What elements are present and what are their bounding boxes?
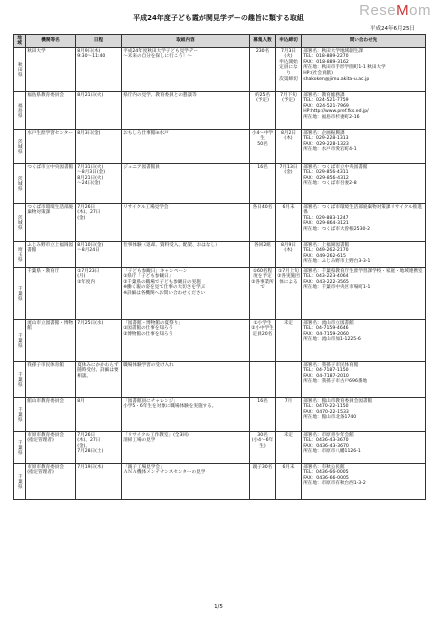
cell-schedule: 8月3日(金) (76, 130, 122, 164)
cell-deadline: 7月下旬 (予定) (276, 92, 302, 130)
events-table (13, 34, 426, 500)
cell-capacity: 16名 (250, 164, 276, 204)
cell-capacity: 約25名 (予定) (250, 92, 276, 130)
cell-content: 県庁内の見学、教育委員との懇談等 (122, 92, 250, 130)
cell-region: 茨城県 (14, 204, 26, 242)
cell-organization: 館山市教育委員会 (26, 398, 76, 432)
cell-content: 職場体験学習の受け入れ (122, 362, 250, 398)
cell-capacity: 230名 (250, 48, 276, 92)
cell-deadline: 8月2日 (木) (276, 130, 302, 164)
cell-contact: 部署名：市原青少年会館 TEL：0436-43-3670 FAX：0436-43-3670 所在地：市原市八幡1126-1 (302, 432, 426, 464)
cell-organization: 千葉県・教育庁 (26, 268, 76, 320)
cell-region: 埼玉県 (14, 242, 26, 268)
table-row (14, 398, 426, 432)
header-region: 地域 (14, 35, 26, 48)
cell-deadline (276, 362, 302, 398)
cell-region: 千葉県 (14, 362, 26, 398)
cell-content: 仕事体験（返却、資料受入、配架、おはなし） (122, 242, 250, 268)
page-number: 1/5 (214, 604, 223, 610)
cell-deadline: 7月13日 (金) (276, 164, 302, 204)
cell-deadline: 未定 (276, 320, 302, 362)
cell-region: 千葉県 (14, 432, 26, 464)
cell-region: 茨城県 (14, 130, 26, 164)
cell-deadline: ①7月上旬 ②各実施団体による (276, 268, 302, 320)
cell-content: ジュニア図書館員 (122, 164, 250, 204)
cell-contact: 部署名：教育総務課 TEL：024-521-7759 FAX：024-521-7969 HP:http://www.pref.fks.ed.jp/ 所在地：福島市杉妻町2-16 (302, 92, 426, 130)
header-content: 取組内容 (122, 35, 250, 48)
cell-region: 茨城県 (14, 164, 26, 204)
table-header-row (14, 35, 426, 48)
cell-content: 平成24年度秋田大学子ども見学デー ～未来の自分を探しに行こう！～ (122, 48, 250, 92)
cell-content: リサイクル工場見学会 (122, 204, 250, 242)
table-row (14, 242, 426, 268)
document-title: 平成24年度子ども霞が関見学デーの趣旨に類する取組 (133, 14, 304, 22)
document-date: 平成24年6月25日 (370, 26, 415, 32)
cell-content: 「図書館・博物館の夏祭り」 ①図書館の仕事を知ろう ②博物館の仕事を知ろう (122, 320, 250, 362)
cell-contact: 部署名：千葉県教育庁生涯学習課学校・家庭・地域連携室 TEL：043-223-4064 FAX：043-222-3565 所在地：千葉市中央区市場町1-1 (302, 268, 426, 320)
table-row (14, 130, 426, 164)
table-row (14, 362, 426, 398)
header-schedule: 日程 (76, 35, 122, 48)
cell-capacity: ①60名程度を予定 ②各事業所で (250, 268, 276, 320)
cell-region: 千葉県 (14, 398, 26, 432)
cell-content: 「親子工場見学会」 ＡＮＡ機体メンテナンスセンターの見学 (122, 464, 250, 500)
cell-content: 「図書館員にチャレンジ」 小学5・6年生を対象に職場体験を実施する。 (122, 398, 250, 432)
resemom-logo: ReseMom (359, 2, 431, 19)
cell-capacity: ①小学生 ②小中学生 定員20名 (250, 320, 276, 362)
cell-schedule: 7月25日(水) (76, 320, 122, 362)
cell-content: 「子ども参観日」キャンペーン ①県庁「子ども参観日」 ②千葉県の職場で子ども参観日の実施 ※働く親の姿を見て仕事の大切さを学ぶ ※詳細は各機関へお問い合わせください (122, 268, 250, 320)
table-row (14, 464, 426, 500)
cell-contact: 部署名：流山市立図書館 TEL：04-7159-4646 FAX：04-7159-2060 所在地：流山市加1-1225-6 (302, 320, 426, 362)
cell-region: 千葉県 (14, 464, 26, 500)
cell-contact: 部署名：有秋公民館 TEL：0436-66-0005 FAX：0436-66-0005 所在地：市原市有秋台西1-3-2 (302, 464, 426, 500)
cell-capacity: 30名 (小4～6年生) (250, 432, 276, 464)
cell-schedule: ①7月23日 (月) ②年度内 (76, 268, 122, 320)
cell-capacity: 各回2組 (250, 242, 276, 268)
table-row (14, 92, 426, 130)
cell-deadline: 未定 (276, 432, 302, 464)
cell-capacity: 親子30名 (250, 464, 276, 500)
cell-deadline: 8月9日 (木) (276, 242, 302, 268)
cell-organization: 市原市教育委員会 (指定管理者) (26, 464, 76, 500)
table-row (14, 320, 426, 362)
cell-organization: ふじみ野市立上福岡図書館 (26, 242, 76, 268)
header-deadline: 申込締切 (276, 35, 302, 48)
cell-schedule: 7月26日 (木)、27日 (金)、 7月28日(土) (76, 432, 122, 464)
cell-organization: つくば市立中央図書館 (26, 164, 76, 204)
cell-deadline: 7月 (276, 398, 302, 432)
cell-capacity: 各日40名 (250, 204, 276, 242)
cell-contact: 部署名：秋田大学地域創生課 TEL：018-889-2270 FAX：018-889-3162 所在地：秋田市手形学園町1-1 秋田大学 HP:(社会貢献) shakoken@jimu.akita-u.ac.jp (302, 48, 426, 92)
cell-contact: 部署名：企画振興課 TEL：029-228-1313 FAX：029-228-1323 所在地：水戸市愛宕町4-1 (302, 130, 426, 164)
cell-region: 秋田県 (14, 48, 26, 92)
cell-schedule: 8月10日(金) ～8月24日 (76, 242, 122, 268)
cell-region: 福島県 (14, 92, 26, 130)
table-row (14, 48, 426, 92)
table-row (14, 268, 426, 320)
header-capacity: 募集人数 (250, 35, 276, 48)
cell-schedule: 7月31日(火) ～8月3日(金) 8月21日(火) ～24日(金) (76, 164, 122, 204)
cell-capacity: 16名 (250, 398, 276, 432)
cell-organization: つくば市環境生活部廃棄物対策課 (26, 204, 76, 242)
cell-contact: 部署名：館山市教育委員会図書館 TEL：0470-22-1150 FAX：0470-22-1533 所在地：館山市北条1740 (302, 398, 426, 432)
cell-contact: 部署名：つくば市立中央図書館 TEL：029-856-4311 FAX：029-856-4312 所在地：つくば市吾妻2-8 (302, 164, 426, 204)
cell-contact: 部署名：つくば市環境生活部廃棄物対策課リサイクル推進係 TEL：029-883-1247 FAX：029-864-3121 所在地：つくば市大曽根2530-2 (302, 204, 426, 242)
cell-content: おもしろ仕事館in水戸 (122, 130, 250, 164)
table-row (14, 164, 426, 204)
cell-schedule: 7月26日 (木)、27日 (金) (76, 204, 122, 242)
cell-organization: 市原市教育委員会 (指定管理者) (26, 432, 76, 464)
cell-content: 「リサイクル工作教室」(全3回) 清掃工場の見学 (122, 432, 250, 464)
cell-organization: 福島県教育委員会 (26, 92, 76, 130)
table-row (14, 432, 426, 464)
cell-organization: 水戸生涯学習センター (26, 130, 76, 164)
cell-capacity: 小4～中学生 50名 (250, 130, 276, 164)
cell-organization: 流山市立図書館・博物館 (26, 320, 76, 362)
cell-organization: 我孫子市民体育館 (26, 362, 76, 398)
cell-region: 千葉県 (14, 268, 26, 320)
cell-schedule: 夏休みにかかわらず随時受付、詳細は要相談。 (76, 362, 122, 398)
cell-contact: 部署名：我孫子市民体育館 TEL：04-7187-1150 FAX：04-7187-2010 所在地：我孫子市古戸696番地 (302, 362, 426, 398)
cell-schedule: 8月9日(木) 9:30～11:40 (76, 48, 122, 92)
cell-deadline: 7月3日(火) 申込開始 定員になり 次第締切 (276, 48, 302, 92)
cell-region: 千葉県 (14, 320, 26, 362)
cell-schedule: 8月21日(火) (76, 92, 122, 130)
cell-schedule: 7月19日(木) (76, 464, 122, 500)
cell-capacity (250, 362, 276, 398)
cell-contact: 部署名：上福岡図書館 TEL：049-262-2170 FAX：049-262-615 所在地：ふじみ野市上野台3-3-1 (302, 242, 426, 268)
table-row (14, 204, 426, 242)
cell-deadline: 6月末 (276, 464, 302, 500)
cell-organization: 秋田大学 (26, 48, 76, 92)
cell-deadline: 6月末 (276, 204, 302, 242)
header-organization: 機関等名 (26, 35, 76, 48)
header-contact: 問い合わせ先 (302, 35, 426, 48)
cell-schedule: 8月 (76, 398, 122, 432)
